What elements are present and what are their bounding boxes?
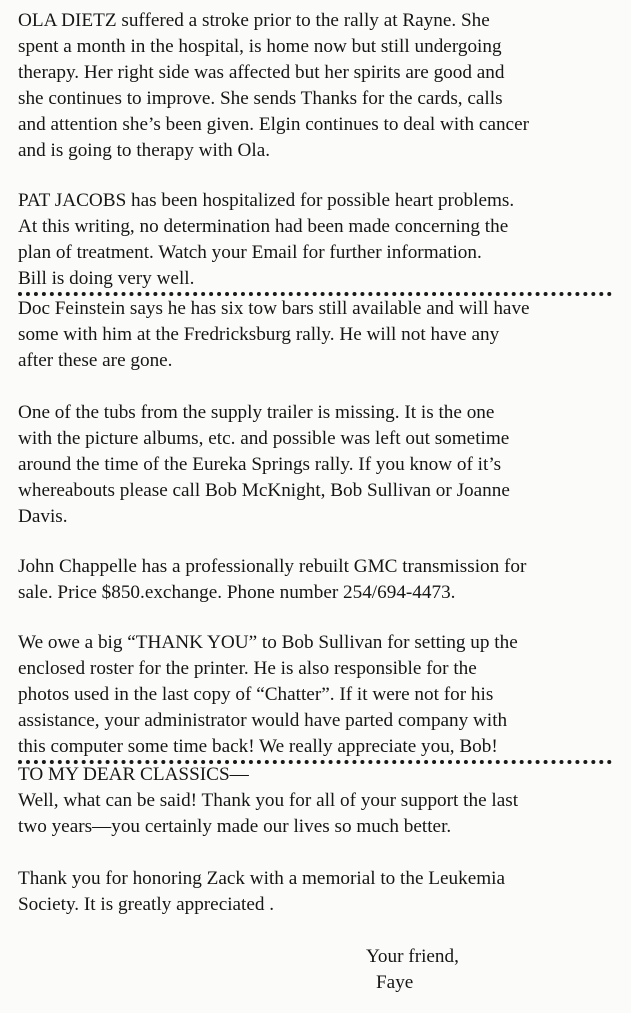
text-line: around the time of the Eureka Springs rally. If you know of it’s bbox=[18, 454, 502, 475]
text-line: Davis. bbox=[18, 506, 68, 527]
text-line: Bill is doing very well. bbox=[18, 268, 195, 289]
paragraph-missing-tub bbox=[18, 400, 624, 530]
text-line: enclosed roster for the printer. He is also responsible for the bbox=[18, 658, 477, 679]
paragraph-ola-dietz bbox=[18, 8, 624, 164]
closing-text: Your friend, bbox=[366, 946, 459, 967]
paragraph-pat-jacobs bbox=[18, 188, 624, 292]
text-line: Well, what can be said! Thank you for all of your support the last bbox=[18, 790, 519, 811]
text-line: Thank you for honoring Zack with a memorial to the Leukemia bbox=[18, 868, 506, 889]
text-line: whereabouts please call Bob McKnight, Bob Sullivan or Joanne bbox=[18, 480, 510, 501]
text-line: We owe a big “THANK YOU” to Bob Sullivan for setting up the bbox=[18, 632, 518, 653]
text-line: assistance, your administrator would have parted company with bbox=[18, 710, 508, 731]
text-line: plan of treatment. Watch your Email for further information. bbox=[18, 242, 482, 263]
text-line: Doc Feinstein says he has six tow bars still available and will have bbox=[18, 298, 530, 319]
text-line: John Chappelle has a professionally rebuilt GMC transmission for bbox=[18, 556, 527, 577]
paragraph-thank-you-bob bbox=[18, 630, 624, 760]
text-line: therapy. Her right side was affected but her spirits are good and bbox=[18, 62, 505, 83]
text-line: with the picture albums, etc. and possible was left out sometime bbox=[18, 428, 510, 449]
text-line: two years—you certainly made our lives so much better. bbox=[18, 816, 452, 837]
text-line: this computer some time back! We really appreciate you, Bob! bbox=[18, 736, 498, 757]
text-line: some with him at the Fredricksburg rally. He will not have any bbox=[18, 324, 500, 345]
text-line: OLA DIETZ suffered a stroke prior to the rally at Rayne. She bbox=[18, 10, 490, 31]
text-line: Society. It is greatly appreciated . bbox=[18, 894, 275, 915]
paragraph-dear-classics bbox=[18, 762, 624, 840]
text-line: she continues to improve. She sends Thanks for the cards, calls bbox=[18, 88, 503, 109]
paragraph-zack-memorial bbox=[18, 866, 624, 918]
text-line: One of the tubs from the supply trailer is missing. It is the one bbox=[18, 402, 495, 423]
paragraph-tow-bars bbox=[18, 296, 624, 374]
text-line: PAT JACOBS has been hospitalized for possible heart problems. bbox=[18, 190, 515, 211]
paragraph-transmission bbox=[18, 554, 624, 606]
text-line: and attention she’s been given. Elgin continues to deal with cancer bbox=[18, 114, 529, 135]
text-line: and is going to therapy with Ola. bbox=[18, 140, 271, 161]
text-line: At this writing, no determination had been made concerning the bbox=[18, 216, 509, 237]
signature-name: Faye bbox=[376, 972, 414, 993]
text-line: photos used in the last copy of “Chatter”. If it were not for his bbox=[18, 684, 494, 705]
text-line: TO MY DEAR CLASSICS— bbox=[18, 764, 249, 785]
text-line: spent a month in the hospital, is home now but still undergoing bbox=[18, 36, 502, 57]
signoff bbox=[366, 944, 459, 996]
text-line: after these are gone. bbox=[18, 350, 173, 371]
text-line: sale. Price $850.exchange. Phone number 254/694-4473. bbox=[18, 582, 456, 603]
